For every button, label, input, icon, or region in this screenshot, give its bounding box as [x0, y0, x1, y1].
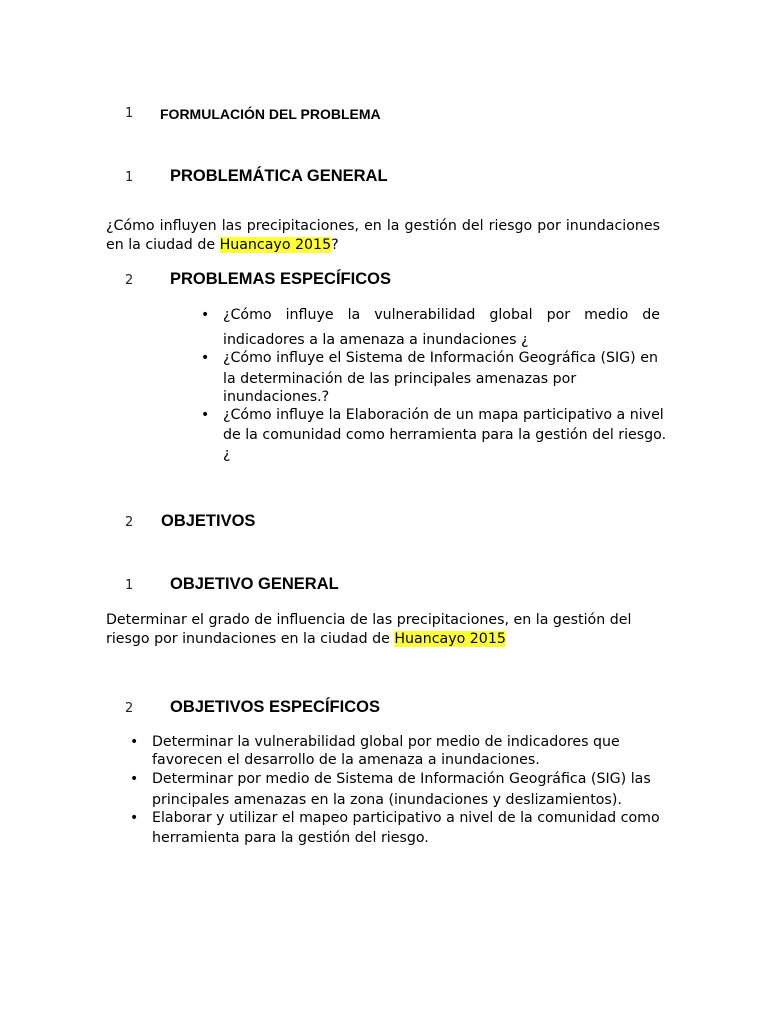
- bullet-icon: •: [201, 307, 210, 323]
- bullet-icon: •: [201, 407, 210, 423]
- paragraph-line: Determinar el grado de influencia de las precipitaciones, en la gestión del: [106, 612, 632, 628]
- section-heading-formulacion: FORMULACIÓN DEL PROBLEMA: [160, 106, 381, 122]
- text-run: riesgo por inundaciones en la ciudad de: [106, 631, 395, 647]
- text-run: en la ciudad de: [106, 237, 220, 253]
- section-number: 1: [125, 578, 134, 593]
- section-heading-problematica: PROBLEMÁTICA GENERAL: [170, 167, 388, 185]
- bullet-icon: •: [130, 810, 139, 826]
- list-item-line: ¿Cómo influye la Elaboración de un mapa participativo a nivel: [223, 407, 664, 423]
- paragraph-line: [106, 236, 339, 254]
- bullet-icon: •: [130, 734, 139, 750]
- list-item-line: inundaciones.?: [223, 389, 330, 405]
- list-item-line: herramienta para la gestión del riesgo.: [152, 830, 429, 846]
- text-run: ?: [331, 237, 339, 253]
- section-heading-objetivo-general: OBJETIVO GENERAL: [170, 575, 339, 593]
- section-number: 2: [125, 273, 134, 288]
- list-item-line: Determinar por medio de Sistema de Información Geográfica (SIG) las: [152, 771, 651, 787]
- section-number: 1: [125, 170, 134, 185]
- list-item-line: ¿Cómo influye la vulnerabilidad global por medio de: [223, 307, 660, 323]
- bullet-icon: •: [201, 350, 210, 366]
- list-item-line: la determinación de las principales amenazas por: [223, 371, 577, 387]
- highlighted-text: Huancayo 2015: [394, 631, 506, 647]
- section-heading-objetivos: OBJETIVOS: [161, 512, 256, 530]
- list-item-line: Elaborar y utilizar el mapeo participativo a nivel de la comunidad como: [152, 810, 660, 826]
- list-item-line: de la comunidad como herramienta para la gestión del riesgo.: [223, 427, 667, 443]
- paragraph-line: ¿Cómo influyen las precipitaciones, en la gestión del riesgo por inundaciones: [106, 218, 660, 234]
- bullet-icon: •: [130, 771, 139, 787]
- list-item-line: principales amenazas en la zona (inundaciones y deslizamientos).: [152, 792, 622, 808]
- section-heading-objetivos-especificos: OBJETIVOS ESPECÍFICOS: [170, 698, 380, 716]
- list-item-line: indicadores a la amenaza a inundaciones ¿: [223, 332, 529, 348]
- highlighted-text: Huancayo 2015: [219, 237, 332, 253]
- list-item-line: ¿: [223, 446, 231, 462]
- list-item-line: Determinar la vulnerabilidad global por medio de indicadores que: [152, 734, 620, 750]
- section-heading-problemas-especificos: PROBLEMAS ESPECÍFICOS: [170, 270, 391, 288]
- section-number: 2: [125, 515, 134, 530]
- paragraph-line: [106, 630, 506, 648]
- list-item-line: ¿Cómo influye el Sistema de Información Geográfica (SIG) en: [223, 350, 658, 366]
- section-number: 2: [125, 701, 134, 716]
- list-item-line: favorecen el desarrollo de la amenaza a inundaciones.: [152, 752, 540, 768]
- section-number: 1: [125, 106, 134, 121]
